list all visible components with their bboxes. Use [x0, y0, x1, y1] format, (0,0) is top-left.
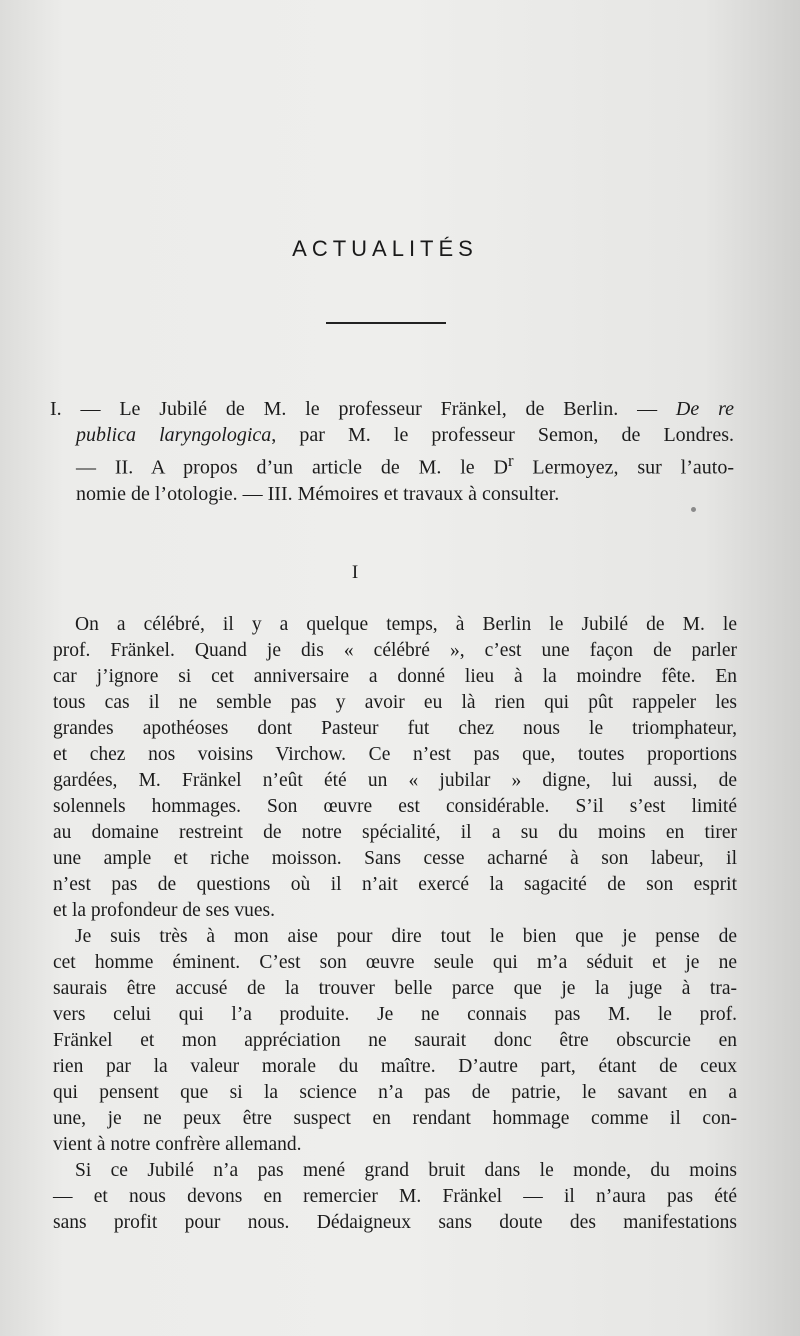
text-line: une, je ne peux être suspect en rendant hommage comme il con- — [53, 1108, 737, 1129]
body-text — [53, 612, 737, 1236]
page-title: ACTUALITÉS — [292, 236, 478, 261]
text-line: Je suis très à mon aise pour dire tout le bien que je pense de — [75, 926, 737, 947]
text-line: gardées, M. Fränkel n’eût été un « jubilar » digne, lui aussi, de — [53, 770, 737, 791]
text-line: vient à notre confrère allemand. — [53, 1134, 302, 1155]
summary-text: , par M. le professeur Semon, de Londres. — [271, 424, 734, 446]
ink-speck — [691, 507, 696, 512]
text-line: et chez nos voisins Virchow. Ce n’est pas que, toutes proportions — [53, 744, 737, 765]
text-line: Fränkel et mon appréciation ne saurait donc être obscurcie en — [53, 1030, 737, 1051]
section-number: I — [351, 562, 359, 583]
text-line: — et nous devons en remercier M. Fränkel — il n’aura pas été — [53, 1186, 737, 1207]
chapter-summary — [50, 396, 734, 507]
summary-line-1 — [50, 396, 734, 422]
summary-italic: De re — [675, 398, 734, 420]
summary-line-3 — [50, 448, 734, 481]
text-line: tous cas il ne semble pas y avoir eu là rien qui pût rappeler les — [53, 692, 737, 713]
summary-superscript: r — [508, 451, 514, 470]
summary-text: Lermoyez, sur l’auto- — [513, 456, 734, 479]
text-line: une ample et riche moisson. Sans cesse acharné à son labeur, il — [53, 848, 737, 869]
summary-italic: publica laryngologica — [76, 424, 272, 446]
paragraph — [53, 1158, 737, 1236]
text-line: qui pensent que si la science n’a pas de patrie, le savant en a — [53, 1082, 737, 1103]
text-line: Si ce Jubilé n’a pas mené grand bruit dans le monde, du moins — [75, 1160, 737, 1181]
text-line: prof. Fränkel. Quand je dis « célébré », c’est une façon de parler — [53, 640, 737, 661]
text-line: saurais être accusé de la trouver belle parce que je la juge à tra- — [53, 978, 737, 999]
text-line: n’est pas de questions où il n’ait exercé la sagacité de son esprit — [53, 874, 737, 895]
text-line: car j’ignore si cet anniversaire a donné lieu à la moindre fête. En — [53, 666, 737, 687]
paragraph — [53, 612, 737, 924]
paragraph — [53, 924, 737, 1158]
text-line: cet homme éminent. C’est son œuvre seule qui m’a séduit et je ne — [53, 952, 737, 973]
summary-line-4 — [50, 481, 734, 507]
summary-line-2 — [50, 422, 734, 448]
summary-text: I. — Le Jubilé de M. le professeur Fränkel, de Berlin. — — [50, 398, 676, 420]
text-line: vers celui qui l’a produite. Je ne connais pas M. le prof. — [53, 1004, 737, 1025]
text-line: rien par la valeur morale du maître. D’autre part, étant de ceux — [53, 1056, 737, 1077]
text-line: grandes apothéoses dont Pasteur fut chez nous le triomphateur, — [53, 718, 737, 739]
summary-text: — II. A propos d’un article de M. le D — [76, 456, 508, 479]
text-line: solennels hommages. Son œuvre est considérable. S’il s’est limité — [53, 796, 737, 817]
summary-text: nomie de l’otologie. — III. Mémoires et travaux à consulter. — [76, 482, 560, 505]
text-line: et la profondeur de ses vues. — [53, 900, 276, 921]
title-divider — [326, 322, 446, 324]
text-line: On a célébré, il y a quelque temps, à Berlin le Jubilé de M. le — [75, 614, 737, 635]
text-line: sans profit pour nous. Dédaigneux sans doute des manifestations — [53, 1212, 737, 1233]
text-line: au domaine restreint de notre spécialité, il a su du moins en tirer — [53, 822, 737, 843]
